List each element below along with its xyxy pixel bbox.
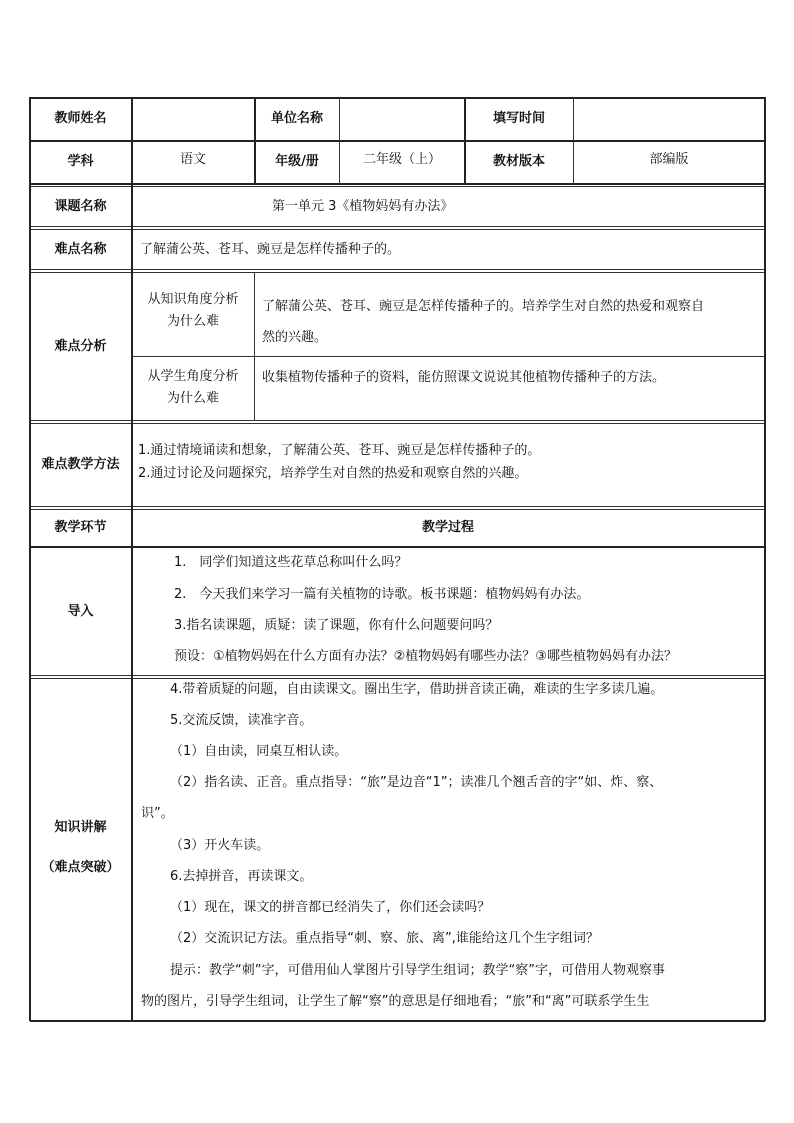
knowledge-line: （2）交流识记方法。重点指导“刺、察、旅、离”,谁能给这几个生字组词？ [170, 931, 599, 946]
subject-label: 学科 [67, 154, 94, 169]
teaching-method-label: 难点教学方法 [41, 457, 120, 472]
knowledge-angle-text-line1: 了解蒲公英、苍耳、豌豆是怎样传播种子的。培养学生对自然的热爱和观察自 [262, 299, 705, 314]
intro-line: 1. 同学们知道这些花草总称叫什么吗？ [174, 555, 408, 570]
unit-name-value [340, 98, 464, 140]
knowledge-line: （1）自由读，同桌互相认读。 [170, 744, 348, 759]
teaching-method-line2: 2.通过讨论及问题探究，培养学生对自然的热爱和观察自然的兴趣。 [138, 466, 528, 481]
edition-value: 部编版 [649, 152, 689, 167]
teacher-name-label: 教师姓名 [54, 111, 107, 126]
subject-value: 语文 [179, 152, 206, 167]
knowledge-line: 6.去掉拼音，再读课文。 [170, 869, 313, 884]
knowledge-angle-label-line1: 从知识角度分析 [147, 292, 239, 307]
knowledge-line: （2）指名读、正音。重点指导：“旅”是边音“1”；读准几个翘舌音的字“如、炸、察、 [170, 775, 663, 790]
difficulty-name-value: 了解蒲公英、苍耳、豌豆是怎样传播种子的。 [140, 241, 401, 257]
knowledge-line: 4.带着质疑的问题，自由读课文。圈出生字，借助拼音读正确，难读的生字多读几遍。 [170, 682, 664, 697]
lesson-title-value: 第一单元 3《植物妈妈有办法》 [272, 198, 454, 214]
knowledge-line: 提示：教学“刺”字，可借用仙人掌图片引导学生组词；教学“察”字，可借用人物观察事 [170, 963, 665, 978]
fill-date-label: 填写时间 [492, 111, 545, 126]
knowledge-line: 5.交流反馈，读准字音。 [170, 713, 313, 728]
teaching-stage-header: 教学环节 [54, 520, 107, 535]
intro-stage-label: 导入 [67, 603, 94, 619]
unit-name-label: 单位名称 [270, 111, 323, 126]
lesson-title-label: 课题名称 [54, 198, 107, 214]
intro-line: 预设：①植物妈妈在什么方面有办法？②植物妈妈有哪些办法？③哪些植物妈妈有办法？ [174, 649, 677, 664]
knowledge-line: （1）现在，课文的拼音都已经消失了，你们还会读吗？ [170, 900, 491, 915]
teaching-method-line1: 1.通过情境诵读和想象，了解蒲公英、苍耳、豌豆是怎样传播种子的。 [138, 443, 541, 458]
fill-date-value [574, 98, 764, 140]
knowledge-line: 识”。 [141, 806, 174, 821]
knowledge-stage-label: 知识讲解 [54, 820, 107, 835]
knowledge-line: （3）开火车读。 [170, 838, 270, 853]
grade-label: 年级/册 [275, 154, 319, 169]
intro-line: 2. 今天我们来学习一篇有关植物的诗歌。板书课题：植物妈妈有办法。 [174, 587, 590, 602]
student-angle-label-line2: 为什么难 [166, 391, 219, 406]
knowledge-stage-sublabel: （难点突破） [41, 860, 120, 875]
student-angle-label-line1: 从学生角度分析 [147, 369, 239, 384]
edition-label: 教材版本 [492, 154, 545, 169]
knowledge-line: 物的图片，引导学生组词，让学生了解“察”的意思是仔细地看；“旅”和“离”可联系学生生 [141, 994, 650, 1009]
difficulty-analysis-label: 难点分析 [54, 338, 107, 354]
grade-value: 二年级（上） [362, 152, 441, 167]
knowledge-angle-label-line2: 为什么难 [166, 314, 219, 329]
student-angle-text: 收集植物传播种子的资料，能仿照课文说说其他植物传播种子的方法。 [262, 370, 666, 385]
difficulty-name-label: 难点名称 [54, 241, 107, 257]
knowledge-angle-text-line2: 然的兴趣。 [262, 330, 328, 345]
teacher-name-value [132, 98, 254, 140]
intro-line: 3.指名读课题，质疑：读了课题，你有什么问题要问吗？ [174, 618, 499, 633]
teaching-process-header: 教学过程 [421, 520, 474, 535]
